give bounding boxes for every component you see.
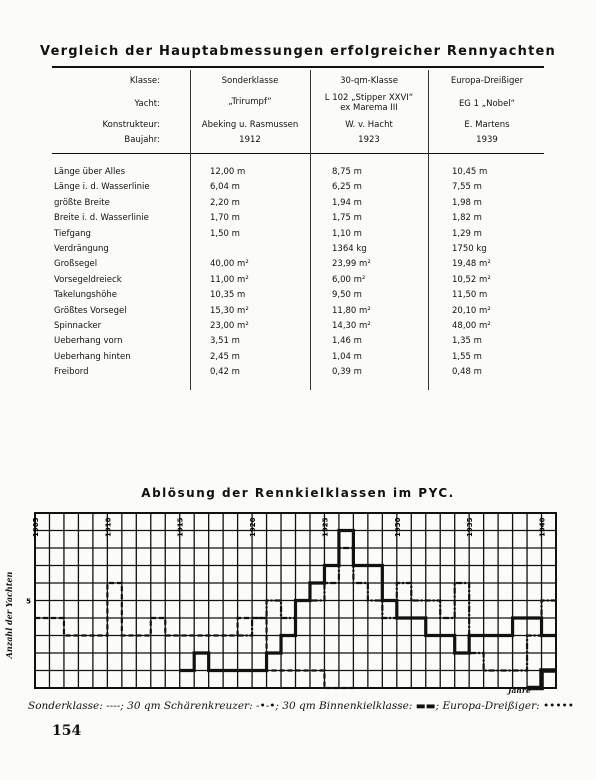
row-value-col1: 11,00 m²: [210, 274, 249, 285]
col1-yacht: „Trirumpf“: [228, 97, 272, 107]
x-tick-label: 1920: [249, 517, 258, 537]
row-label: Länge i. d. Wasserlinie: [54, 182, 150, 193]
row-value-col1: 6,04 m: [210, 182, 240, 193]
row-value-col1: 12,00 m: [210, 167, 246, 177]
y-axis-label: Anzahl der Yachten: [4, 571, 14, 659]
header-label-baujahr: Baujahr:: [124, 135, 160, 145]
x-axis-label: Jahre: [508, 686, 531, 695]
row-value-col2: 1,10 m: [332, 228, 362, 239]
row-value-col1: 15,30 m²: [210, 305, 249, 316]
row-value-col3: 0,48 m: [452, 367, 482, 378]
row-label: Tiefgang: [54, 228, 91, 239]
page-number: 154: [52, 723, 82, 739]
row-label: Vorsegeldreieck: [54, 274, 122, 285]
row-label: Ueberhang vorn: [54, 336, 123, 347]
row-value-col1: 2,20 m: [210, 197, 240, 208]
row-value-col1: 2,45 m: [210, 351, 240, 362]
row-value-col2: 0,39 m: [332, 367, 362, 378]
row-value-col2: 6,25 m: [332, 182, 362, 193]
row-label: Verdrängung: [54, 244, 109, 254]
col3-yacht: EG 1 „Nobel“: [458, 99, 516, 109]
header-label-klasse: Klasse:: [129, 76, 160, 86]
row-label: Großsegel: [54, 259, 98, 270]
row-value-col2: 1364 kg: [332, 244, 367, 254]
col2-konstrukteur: W. v. Hacht: [345, 120, 393, 130]
row-label: Spinnacker: [54, 321, 102, 331]
col3-baujahr: 1939: [476, 135, 498, 145]
row-label: Freibord: [54, 367, 89, 378]
table-title: Vergleich der Hauptabmessungen erfolgreicher Rennyachten: [40, 44, 556, 59]
col2-baujahr: 1923: [358, 135, 380, 145]
col3-konstrukteur: E. Martens: [464, 120, 510, 130]
x-tick-label: 1910: [104, 517, 113, 537]
header-label-yacht: Yacht:: [134, 99, 160, 109]
row-label: Größtes Vorsegel: [54, 305, 127, 316]
row-value-col2: 1,46 m: [332, 336, 362, 347]
row-label: Takelungshöhe: [54, 290, 118, 301]
col2-yacht-ex: ex Marema III: [340, 103, 398, 113]
row-label: größte Breite: [54, 197, 110, 208]
row-value-col2: 1,04 m: [332, 351, 362, 362]
row-value-col3: 1,35 m: [452, 336, 482, 347]
row-value-col1: 40,00 m²: [210, 259, 249, 270]
row-value-col3: 1,55 m: [452, 351, 482, 362]
row-value-col1: 0,42 m: [210, 367, 240, 378]
x-tick-label: 1905: [32, 517, 40, 537]
row-value-col1: 1,50 m: [210, 228, 240, 239]
row-value-col3: 1,98 m: [452, 197, 482, 208]
row-value-col3: 20,10 m²: [452, 305, 491, 316]
row-value-col3: 1,29 m: [452, 228, 482, 239]
row-value-col3: 10,45 m: [452, 167, 488, 177]
row-value-col3: 48,00 m²: [452, 321, 491, 331]
row-value-col3: 7,55 m: [452, 182, 482, 193]
row-value-col3: 11,50 m: [452, 290, 488, 301]
col3-klasse: Europa-Dreißiger: [450, 76, 524, 86]
x-tick-label: 1915: [176, 517, 185, 537]
x-tick-label: 1935: [466, 517, 475, 537]
col1-klasse: Sonderklasse: [221, 76, 279, 86]
row-value-col2: 8,75 m: [332, 167, 362, 177]
row-value-col2: 6,00 m²: [332, 274, 366, 285]
row-value-col1: 23,00 m²: [210, 321, 249, 331]
x-tick-label: 1940: [538, 517, 547, 537]
row-value-col3: 19,48 m²: [452, 259, 491, 270]
y-tick-label: 5: [26, 597, 31, 606]
col2-klasse: 30-qm-Klasse: [340, 76, 398, 86]
row-label: Ueberhang hinten: [54, 351, 131, 362]
chart-legend: Sonderklasse: ----; 30 qm Schärenkreuzer: -•-•; 30 qm Binnenkielklasse: ▬▬; Europa-Dreißiger: •••••: [28, 700, 574, 712]
row-value-col1: 3,51 m: [210, 336, 240, 347]
row-value-col3: 1,82 m: [452, 213, 482, 224]
series-line-4: [527, 671, 556, 689]
col1-konstrukteur: Abeking u. Rasmussen: [201, 120, 299, 130]
row-value-col2: 1,75 m: [332, 213, 362, 224]
col2-yacht: L 102 „Stipper XXVI“: [324, 93, 414, 103]
row-value-col3: 1750 kg: [452, 244, 487, 254]
row-label: Breite i. d. Wasserlinie: [54, 213, 149, 224]
row-value-col1: 1,70 m: [210, 213, 240, 224]
x-tick-label: 1930: [393, 517, 402, 537]
row-value-col1: 10,35 m: [210, 290, 246, 301]
row-label: Länge über Alles: [54, 167, 126, 177]
row-value-col2: 1,94 m: [332, 197, 362, 208]
row-value-col2: 23,99 m²: [332, 259, 371, 270]
x-tick-label: 1925: [321, 517, 330, 537]
row-value-col2: 11,80 m²: [332, 305, 371, 316]
header-label-konstrukteur: Konstrukteur:: [102, 120, 160, 130]
chart-title: Ablösung der Rennkielklassen im PYC.: [141, 486, 455, 500]
col1-baujahr: 1912: [239, 135, 261, 145]
row-value-col2: 9,50 m: [332, 290, 362, 301]
row-value-col2: 14,30 m²: [332, 321, 371, 331]
row-value-col3: 10,52 m²: [452, 274, 491, 285]
